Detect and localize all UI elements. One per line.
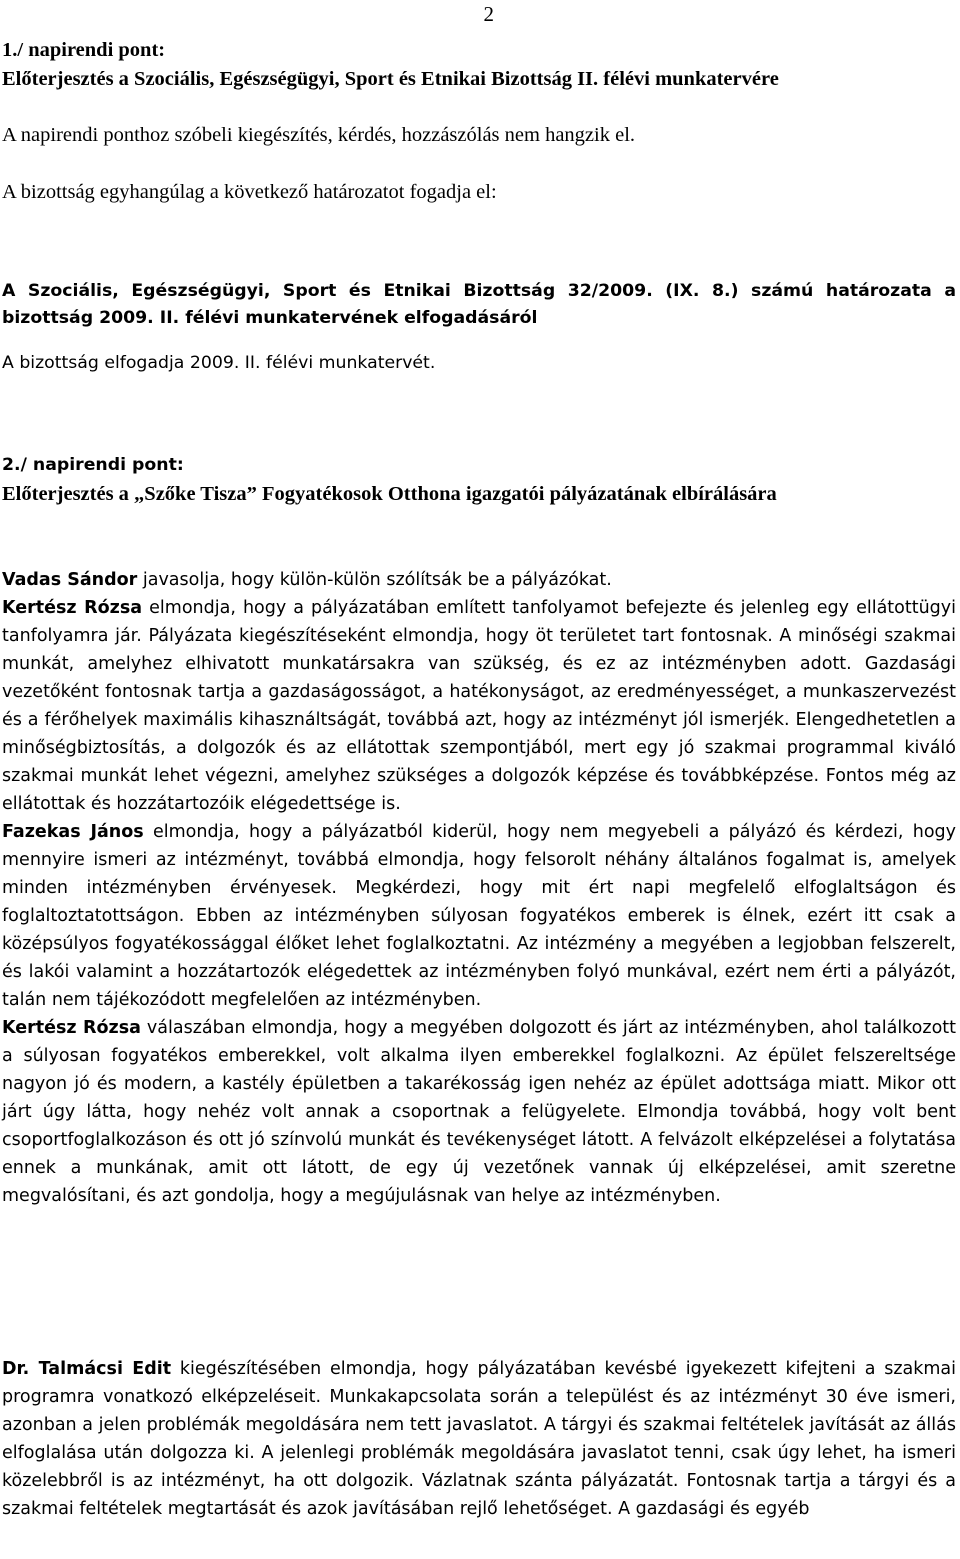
resolution-block [2, 278, 956, 377]
agenda-item-1-heading: 1./ napirendi pont: [2, 39, 166, 61]
talmacsi-paragraph [2, 1355, 956, 1523]
speaker-name: Kertész Rózsa [2, 1018, 141, 1038]
page-number: 2 [483, 2, 494, 26]
kertesz-paragraph-2 [2, 1014, 956, 1210]
fazekas-paragraph [2, 818, 956, 1014]
speaker-name: Fazekas János [2, 822, 144, 842]
speaker-text: elmondja, hogy a pályázatból kiderül, hogy nem megyebeli a pályázó és kérdezi, hogy mennyire ismeri az intézményt, továbbá elmondja, hogy felsorolt néhány általános fogalmat is, amelyek minden intézményben érvényesek. Megkérdezi, hogy mit ért napi megfelelő elfoglaltságon és foglaltoztatottságon. Ebben az intézményben súlyosan fogyatékos emberek is élnek, ezért itt csak a középsúlyos fogyatékossággal élőket lehet foglalkoztatni. Az intézmény a megyében a legjobban felszerelt, és lakói valamint a hozzátartozók elégedettek az intézményben folyó munkával, ezért nem érti a pályázót, talán nem tájékozódott megfelelően az intézményben. [2, 822, 957, 1010]
agenda-item-1-title: Előterjesztés a Szociális, Egészségügyi, Sport és Etnikai Bizottság II. félévi munkatervére [2, 67, 779, 90]
agenda-item-2-title: Előterjesztés a „Szőke Tisza” Fogyatékosok Otthona igazgatói pályázatának elbírálására [2, 483, 777, 505]
agenda-item-2-heading: 2./ napirendi pont: [2, 455, 184, 475]
minutes-body [2, 566, 956, 1210]
resolution-title: A Szociális, Egészségügyi, Sport és Etnikai Bizottság 32/2009. (IX. 8.) számú határozata a bizottság 2009. II. félévi munkatervének elfogadásáról [2, 281, 956, 328]
resolution-text: A bizottság elfogadja 2009. II. félévi munkatervét. [2, 353, 436, 373]
agenda-item-2 [2, 451, 956, 509]
speaker-text: elmondja, hogy a pályázatában említett tanfolyamot befejezte és jelenleg egy ellátottügyi tanfolyamra jár. Pályázata kiegészítéseként elmondja, hogy öt területet tart fontosnak. A minőségi szakmai munkát, amelyhez elhivatott munkatársakra van szükség, és ez az intézményben adott. Gazdasági vezetőként fontosnak tartja a gazdaságosságot, a hatékonyságot, az eredményességet, a munkaszervezést és a férőhelyek maximális kihasználtságát, továbbá azt, hogy az intézményt jól ismerjék. Elengedhetetlen a minőségbiztosítás, a dolgozók és az ellátottak szempontjából, mert egy jó szakmai programmal kiváló szakmai munkát lehet végezni, amelyhez szükséges a dolgozók képzése és továbbképzése. Fontos még az ellátottak és hozzátartozóik elégedettsége is. [2, 598, 956, 814]
agenda-item-1 [2, 36, 956, 206]
speaker-text: válaszában elmondja, hogy a megyében dolgozott és járt az intézményben, ahol találkozott a súlyosan fogyatékos emberekkel, volt alkalma ilyen emberekkel foglalkozni. Az épület felszereltsége nagyon jó és modern, a kastély épületben a takarékosság igen nehéz az épület adottsága miatt. Mikor ott járt úgy látta, hogy nehéz volt annak a csoportnak a felügyelete. Elmondja továbbá, hogy volt bent csoportfoglalkozáson és ott jó színvolú munkát és tevékenységet látott. A felvázolt elképzelései a folytatása ennek a munkának, amit ott látott, de egy új vezetőnek vannak új elképzelései, amit szeretne megvalósítani, és azt gondolja, hogy a megújulásnak van helye az intézményben. [2, 1018, 957, 1206]
speaker-name: Vadas Sándor [2, 570, 138, 590]
agenda-item-1-comment: A napirendi ponthoz szóbeli kiegészítés, kérdés, hozzászólás nem hangzik el. [2, 124, 636, 146]
speaker-text: javasolja, hogy külön-külön szólítsák be a pályázókat. [137, 570, 612, 590]
speaker-text: kiegészítésében elmondja, hogy pályázatában kevésbé igyekezett kifejteni a szakmai programra vonatkozó elképzeléseit. Munkakapcsolata során a települést és az intézményt 30 éve ismeri, azonban a jelen problémák megoldására nem tett javaslatot. A tárgyi és szakmai feltételek javítását az állás elfoglalása után dolgozza ki. A jelenlegi problémák megoldására javaslatot tenni, csak úgy lehet, ha ismeri közelebbről is az intézményt, ha ott dolgozik. Vázlatnak szánta pályázatát. Fontosnak tartja a tárgyi és a szakmai feltételek megtartását és azok javításában rejlő lehetőséget. A gazdasági és egyéb [2, 1359, 957, 1519]
speaker-name: Dr. Talmácsi Edit [2, 1359, 172, 1379]
speaker-name: Kertész Rózsa [2, 598, 143, 618]
agenda-item-1-vote: A bizottság egyhangúlag a következő határozatot fogadja el: [2, 180, 497, 203]
kertesz-paragraph-1 [2, 594, 956, 818]
vadas-paragraph [2, 566, 956, 594]
talmacsi-block [2, 1355, 956, 1523]
